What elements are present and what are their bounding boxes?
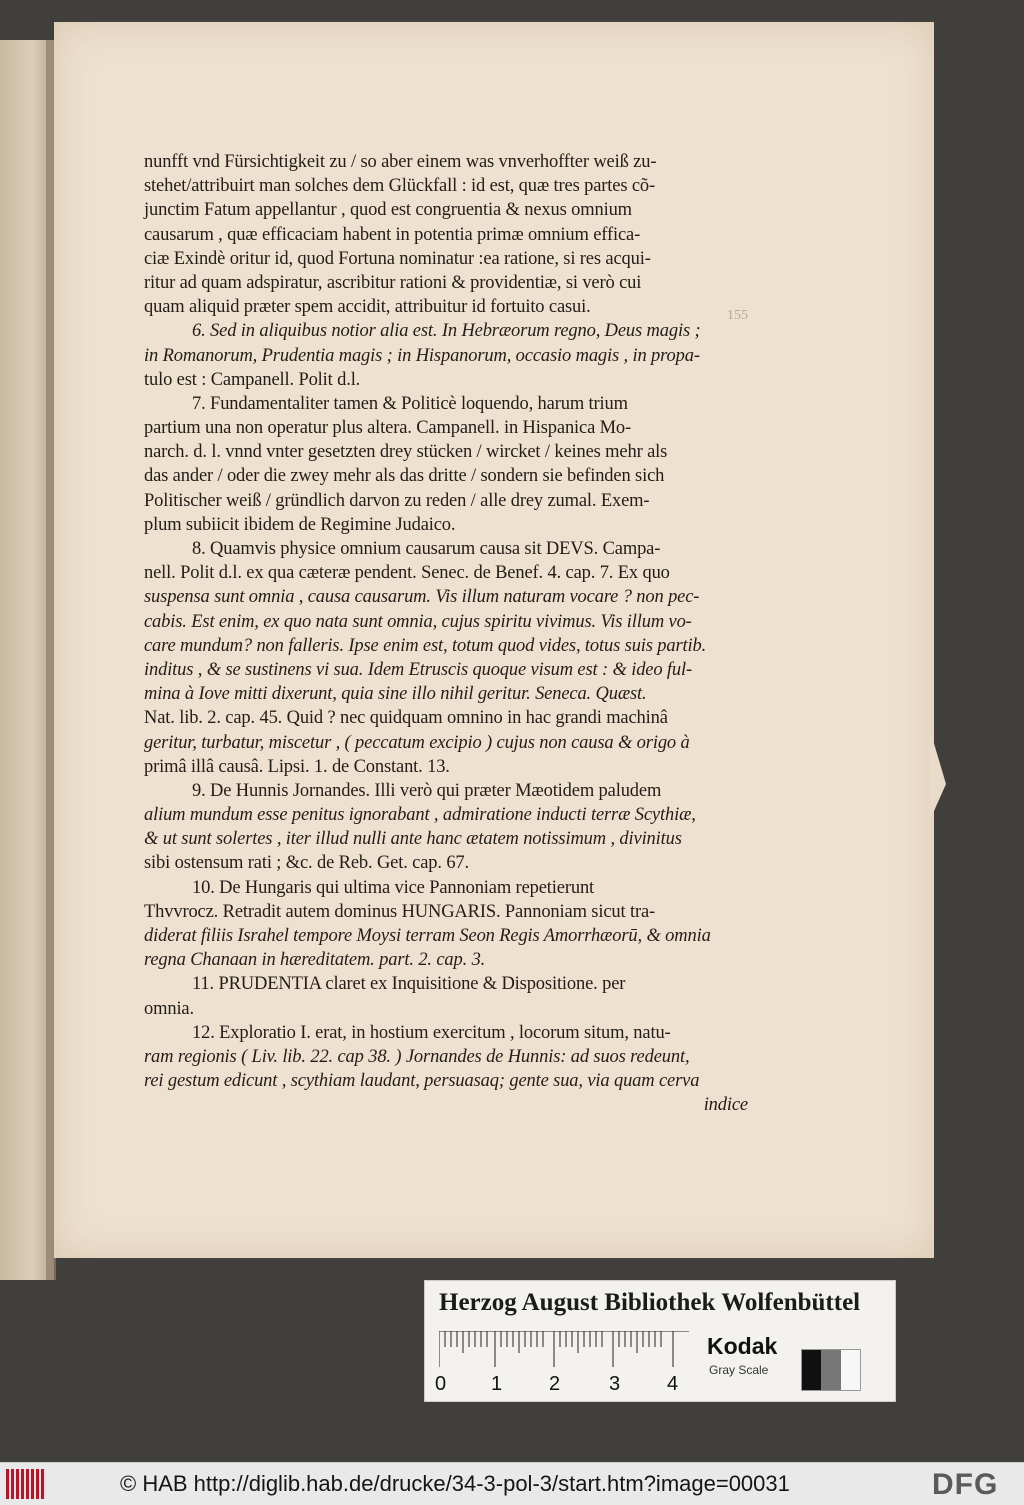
footer-bar	[0, 1462, 1024, 1505]
text-line: diderat filiis Israhel tempore Moysi terram Seon Regis Amorrhæorū, & omnia	[144, 926, 711, 946]
text-line: regna Chanaan in hæreditatem. part. 2. cap. 3.	[144, 950, 486, 971]
text-line: causarum , quæ efficaciam habent in potentia primæ omnium effica-	[144, 224, 641, 245]
text-line: omnia.	[144, 998, 194, 1019]
footer-citation-link[interactable]: © HAB http://diglib.hab.de/drucke/34-3-pol-3/start.htm?image=00031	[120, 1471, 790, 1496]
text-line: ram regionis ( Liv. lib. 22. cap 38. ) Jornandes de Hunnis: ad suos redeunt,	[144, 1046, 690, 1067]
text-line: 9. De Hunnis Jornandes. Illi verò qui præter Mæotidem paludem	[192, 780, 662, 801]
text-line: mina à Iove mitti dixerunt, quia sine illo nihil geritur. Seneca. Quæst.	[144, 684, 647, 705]
text-line: care mundum? non falleris. Ipse enim est, totum quod vides, totus suis partib.	[144, 635, 707, 656]
text-line: das ander / oder die zwey mehr als das dritte / sondern sie befinden sich	[144, 466, 665, 487]
text-line: quam aliquid præter spem accidit, attribuitur id fortuito casui.	[144, 297, 591, 318]
gray-scale-label: Gray Scale	[709, 1363, 769, 1377]
gray-scale-patches	[801, 1349, 861, 1391]
text-line: stehet/attribuirt man solches dem Glückfall : id est, quæ tres partes cõ-	[144, 176, 656, 197]
dfg-logo: DFG	[932, 1468, 999, 1501]
scale-ruler	[439, 1331, 695, 1367]
text-line: rei gestum edicunt , scythiam laudant, persuasaq; gente sua, via quam cerva	[144, 1071, 700, 1092]
kodak-brand: Kodak	[707, 1333, 778, 1359]
library-label	[424, 1280, 896, 1402]
text-line: ritur ad quam adspiratur, ascribitur rationi & providentiæ, si verò cui	[144, 272, 642, 293]
text-line: 6. Sed in aliquibus notior alia est. In Hebræorum regno, Deus magis ;	[192, 321, 701, 342]
document-page	[54, 22, 934, 1258]
text-line: in Romanorum, Prudentia magis ; in Hispanorum, occasio magis , in propa-	[144, 345, 700, 366]
page-tear	[930, 730, 946, 820]
text-line: partium una non operatur plus altera. Campanell. in Hispanica Mo-	[144, 418, 632, 439]
text-line: 8. Quamvis physice omnium causarum causa sit DEVS. Campa-	[192, 539, 661, 559]
ruler-number: 2	[549, 1373, 561, 1395]
text-line: & ut sunt solertes , iter illud nulli ante hanc ætatem notissimum , divinitus	[144, 829, 682, 850]
text-line: 12. Exploratio I. erat, in hostium exercitum , locorum situm, natu-	[192, 1022, 671, 1043]
text-line: inditus , & se sustinens vi sua. Idem Etruscis quoque visum est : & ideo ful-	[144, 659, 693, 680]
margin-note: 155	[727, 308, 748, 323]
text-line: tulo est : Campanell. Polit d.l.	[144, 369, 361, 390]
text-line: junctim Fatum appellantur , quod est congruentia & nexus omnium	[144, 200, 632, 221]
catchword: indice	[703, 1095, 748, 1116]
text-line: ciæ Exindè oritur id, quod Fortuna nominatur :ea ratione, si res acqui-	[144, 248, 651, 269]
text-line: plum subiicit ibidem de Regimine Judaico.	[144, 514, 456, 535]
text-line: geritur, turbatur, miscetur , ( peccatum excipio ) cujus non causa & origo à	[144, 732, 690, 753]
text-line: narch. d. l. vnnd vnter gesetzten drey stücken / wircket / keines mehr als	[144, 442, 668, 463]
text-line: Nat. lib. 2. cap. 45. Quid ? nec quidquam omnino in hac grandi machinâ	[144, 708, 668, 729]
text-line: primâ illâ causâ. Lipsi. 1. de Constant. 13.	[144, 756, 450, 777]
ruler-number: 1	[491, 1373, 503, 1395]
page-text	[144, 150, 748, 1118]
ruler-number: 3	[609, 1373, 621, 1395]
text-line: Thvvrocz. Retradit autem dominus HUNGARIS. Pannoniam sicut tra-	[144, 901, 656, 922]
text-line: cabis. Est enim, ex quo nata sunt omnia, cujus spiritu vivimus. Vis illum vo-	[144, 611, 692, 632]
ruler-number: 4	[667, 1373, 679, 1395]
text-line: nunfft vnd Fürsichtigkeit zu / so aber einem was vnverhoffter weiß zu-	[144, 152, 657, 172]
text-line: suspensa sunt omnia , causa causarum. Vis illum naturam vocare ? non pec-	[144, 587, 700, 608]
text-line: sibi ostensum rati ; &c. de Reb. Get. cap. 67.	[144, 853, 470, 874]
ruler-number: 0	[435, 1373, 447, 1395]
text-line: 7. Fundamentaliter tamen & Politicè loquendo, harum trium	[192, 393, 628, 414]
hab-logo-icon	[6, 1469, 46, 1499]
library-title: Herzog August Bibliothek Wolfenbüttel	[439, 1289, 861, 1316]
text-line: 11. PRUDENTIA claret ex Inquisitione & Dispositione. per	[192, 974, 626, 995]
text-line: 10. De Hungaris qui ultima vice Pannoniam repetierunt	[192, 877, 595, 898]
text-line: Politischer weiß / gründlich darvon zu reden / alle drey zumal. Exem-	[144, 490, 650, 511]
text-line: nell. Polit d.l. ex qua cæteræ pendent. Senec. de Benef. 4. cap. 7. Ex quo	[144, 563, 670, 584]
text-line: alium mundum esse penitus ignorabant , admiratione inducti terræ Scythiæ,	[144, 805, 696, 826]
